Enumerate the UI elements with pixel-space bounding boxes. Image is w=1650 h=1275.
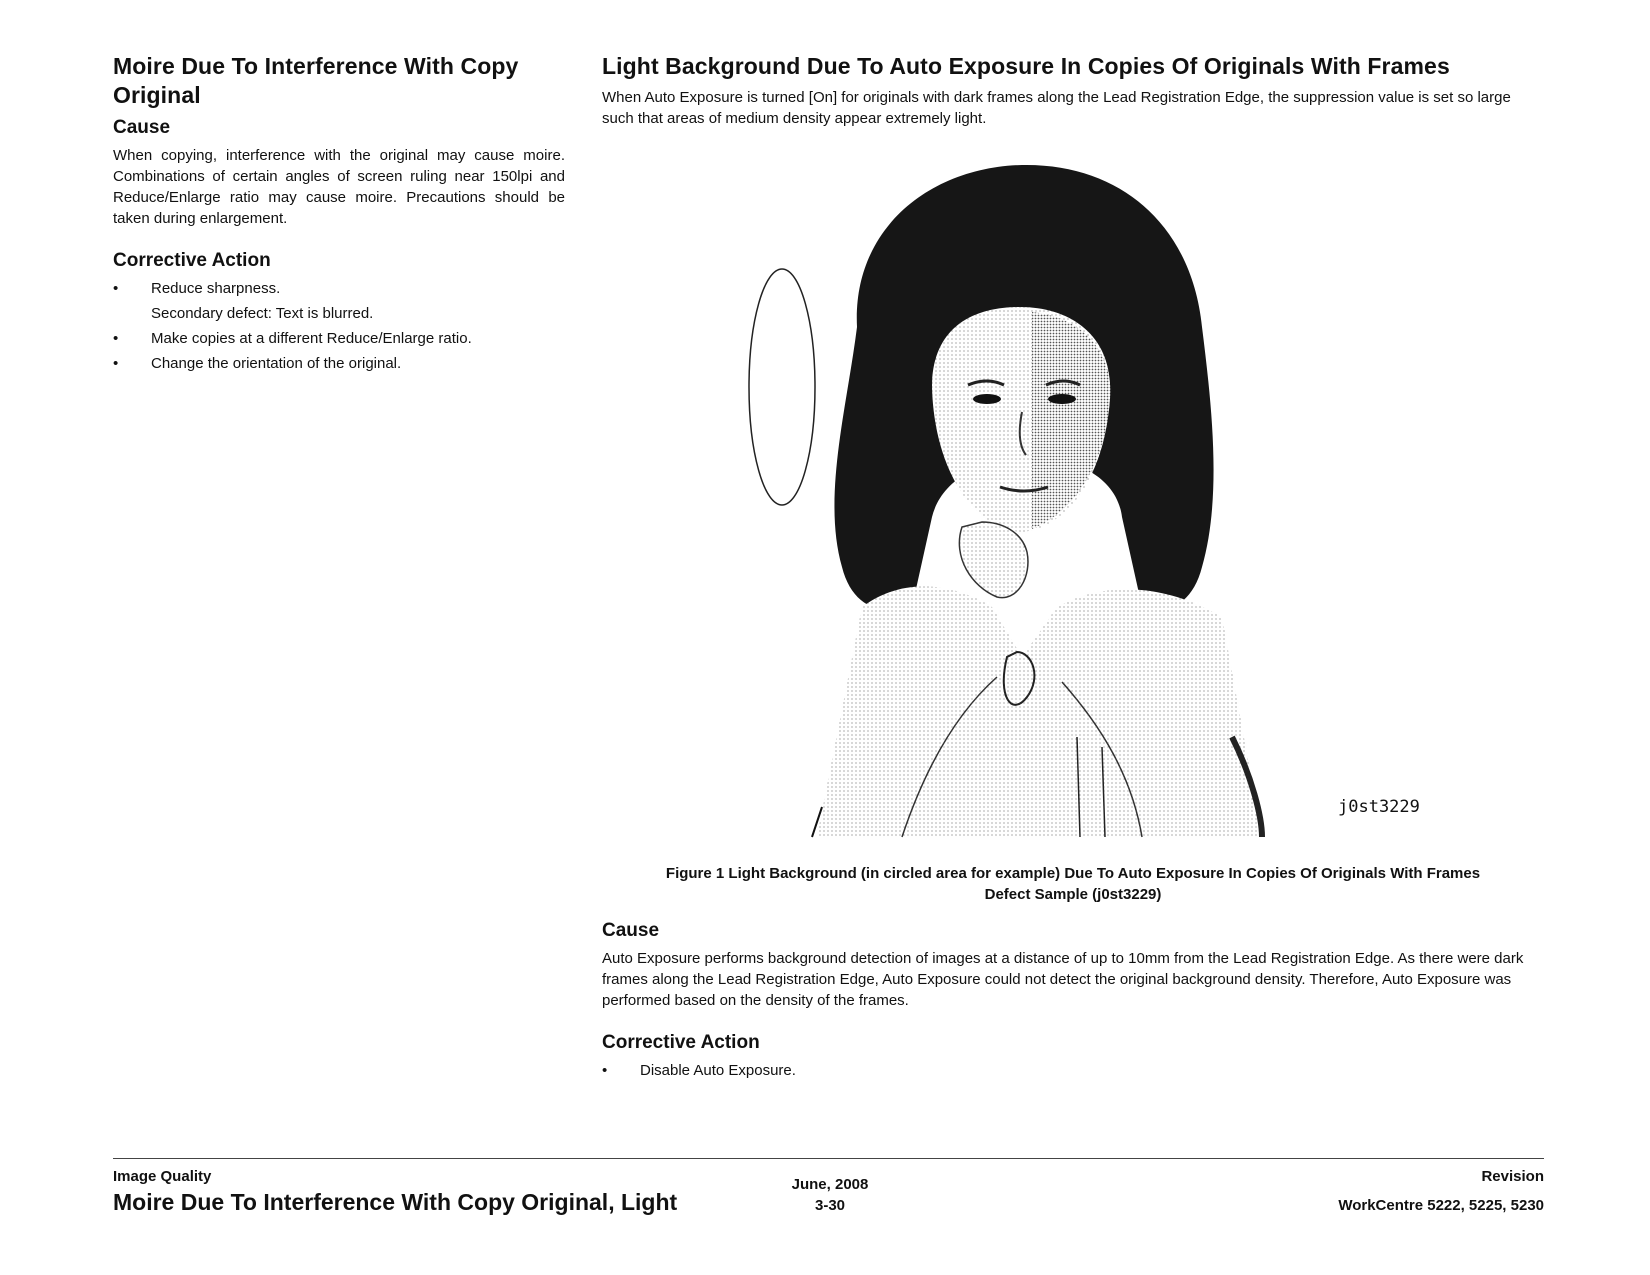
figure-caption [602, 863, 1544, 905]
bullet-subtext: Secondary defect: Text is blurred. [151, 305, 374, 322]
figure-caption-line1: Figure 1 Light Background (in circled area for example) Due To Auto Exposure In Copies Of Originals With Frames [665, 865, 1481, 882]
footer-topic-title: Moire Due To Interference With Copy Original, Light [113, 1189, 678, 1215]
left-action-heading: Corrective Action [113, 250, 271, 271]
bullet-text: Reduce sharpness. [151, 280, 281, 297]
list-item [113, 328, 565, 349]
defect-circle-marker [749, 269, 815, 505]
list-item [113, 278, 565, 324]
bullet-text: Change the orientation of the original. [151, 355, 402, 372]
right-action-list [602, 1060, 1544, 1081]
figure-id-label: j0st3229 [1338, 797, 1420, 817]
right-section-title: Light Background Due To Auto Exposure In Copies Of Originals With Frames [602, 53, 1450, 79]
list-item [602, 1060, 1544, 1081]
right-cause-heading: Cause [602, 920, 660, 941]
left-cause-text: When copying, interference with the original may cause moire. Combinations of certain angles of screen ruling near 150lpi and Reduce/Enlarge ratio may cause moire. Precautions should be taken during enlargement. [113, 147, 565, 227]
defect-sample-figure [602, 137, 1544, 857]
figure-caption-line2: Defect Sample (j0st3229) [984, 886, 1162, 903]
left-section-title: Moire Due To Interference With Copy Original [113, 53, 519, 108]
right-action-heading: Corrective Action [602, 1032, 760, 1053]
footer-section-name: Image Quality [113, 1168, 212, 1185]
footer-revision: Revision [1481, 1168, 1544, 1185]
portrait-photo-illustration [602, 137, 1544, 857]
left-column [113, 52, 565, 378]
footer-product-name: WorkCentre 5222, 5225, 5230 [1338, 1197, 1544, 1214]
footer-page-number: 3-30 [814, 1197, 846, 1214]
bullet-icon: • [113, 280, 119, 297]
bullet-icon: • [113, 355, 119, 372]
left-action-list [113, 278, 565, 374]
left-cause-heading: Cause [113, 117, 171, 138]
bullet-text: Disable Auto Exposure. [640, 1062, 796, 1079]
footer-date-page [765, 1174, 895, 1216]
bullet-icon: • [113, 330, 119, 347]
list-item [113, 353, 565, 374]
right-column [602, 52, 1544, 1085]
right-intro-text: When Auto Exposure is turned [On] for originals with dark frames along the Lead Registration Edge, the suppression value is set so large such that areas of medium density appear extremely light. [602, 89, 1511, 127]
bullet-text: Make copies at a different Reduce/Enlarge ratio. [151, 330, 472, 347]
right-cause-text: Auto Exposure performs background detection of images at a distance of up to 10mm from the Lead Registration Edge. As there were dark frames along the Lead Registration Edge, Auto Exposure could not detect the original background density. Therefore, Auto Exposure was performed based on the density of the frames. [602, 950, 1524, 1009]
footer-divider [113, 1158, 1544, 1159]
footer-date: June, 2008 [791, 1176, 869, 1193]
bullet-icon: • [602, 1062, 608, 1079]
